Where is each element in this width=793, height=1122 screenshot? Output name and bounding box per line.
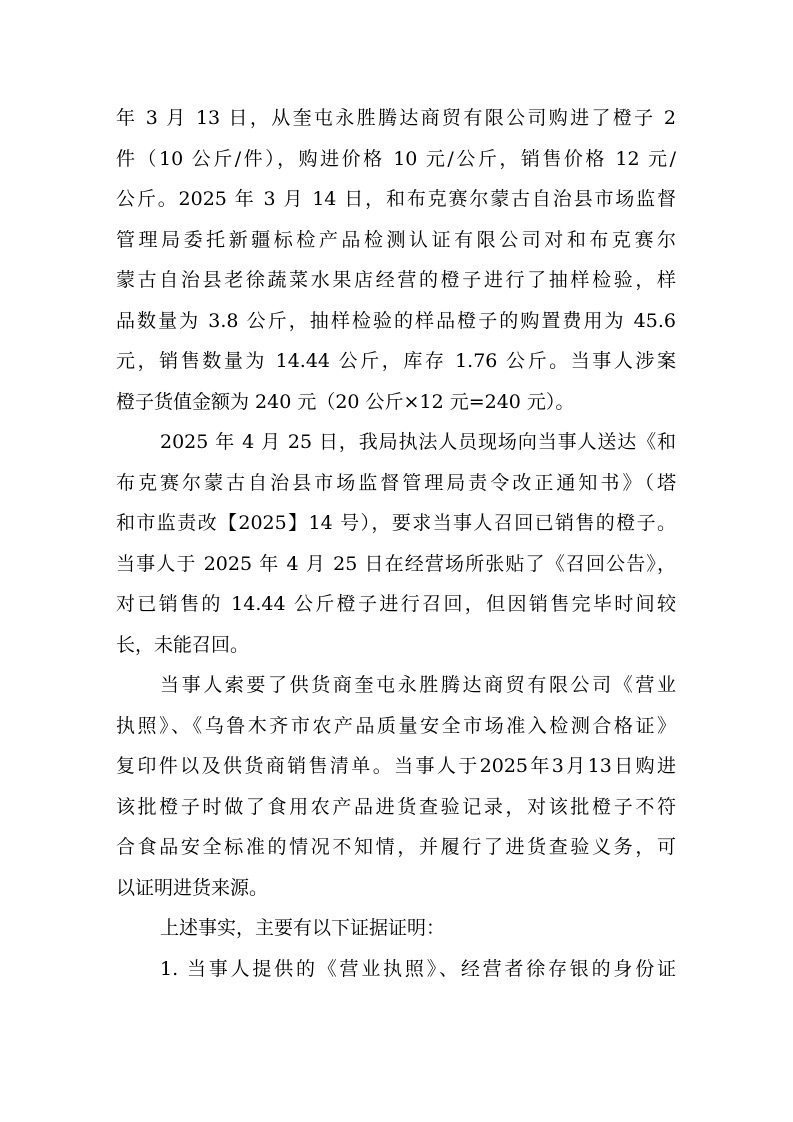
paragraph-purchase-and-sampling bbox=[116, 98, 676, 422]
text-line: 执照》、《乌鲁木齐市农产品质量安全市场准入检测合格证》 bbox=[116, 714, 676, 737]
text-line: 橙子货值金额为 240 元（20 公斤×12 元=240 元）。 bbox=[116, 390, 575, 413]
text-line: 该批橙子时做了食用农产品进货查验记录，对该批橙子不符 bbox=[116, 795, 676, 818]
paragraph-supplier-documents bbox=[116, 665, 676, 908]
paragraph-recall-notice bbox=[116, 422, 676, 665]
paragraph-evidence-item-1 bbox=[116, 949, 676, 990]
text-line: 和市监责改【2025】14 号），要求当事人召回已销售的橙子。 bbox=[116, 512, 676, 534]
text-line: 2025 年 4 月 25 日，我局执法人员现场向当事人送达《和 bbox=[160, 431, 676, 453]
text-line: 元，销售数量为 14.44 公斤，库存 1.76 公斤。当事人涉案 bbox=[116, 350, 676, 372]
text-line: 复印件以及供货商销售清单。当事人于2025年3月13日购进 bbox=[116, 755, 676, 777]
text-line: 年 3 月 13 日，从奎屯永胜腾达商贸有限公司购进了橙子 2 bbox=[116, 107, 676, 129]
text-line: 以证明进货来源。 bbox=[116, 876, 269, 899]
text-line: 对已销售的 14.44 公斤橙子进行召回，但因销售完毕时间较 bbox=[116, 593, 676, 615]
text-line: 当事人索要了供货商奎屯永胜腾达商贸有限公司《营业 bbox=[160, 674, 676, 696]
text-line: 件（10 公斤/件），购进价格 10 元/公斤，销售价格 12 元/ bbox=[116, 147, 676, 170]
text-line: 1. 当事人提供的《营业执照》、经营者徐存银的身份证 bbox=[160, 957, 676, 980]
text-line: 公斤。2025 年 3 月 14 日，和布克赛尔蒙古自治县市场监督 bbox=[116, 188, 676, 210]
document-body bbox=[116, 98, 676, 989]
text-line: 长，未能召回。 bbox=[116, 633, 250, 656]
text-line: 管理局委托新疆标检产品检测认证有限公司对和布克赛尔 bbox=[116, 228, 676, 251]
text-line: 上述事实，主要有以下证据证明： bbox=[160, 917, 446, 939]
text-line: 当事人于 2025 年 4 月 25 日在经营场所张贴了《召回公告》， bbox=[116, 552, 676, 575]
text-line: 布克赛尔蒙古自治县市场监督管理局责令改正通知书》（塔 bbox=[116, 471, 676, 494]
text-line: 品数量为 3.8 公斤，抽样检验的样品橙子的购置费用为 45.6 bbox=[116, 309, 676, 332]
paragraph-evidence-intro bbox=[116, 908, 676, 949]
text-line: 合食品安全标准的情况不知情，并履行了进货查验义务，可 bbox=[116, 836, 676, 858]
text-line: 蒙古自治县老徐蔬菜水果店经营的橙子进行了抽样检验，样 bbox=[116, 269, 676, 291]
